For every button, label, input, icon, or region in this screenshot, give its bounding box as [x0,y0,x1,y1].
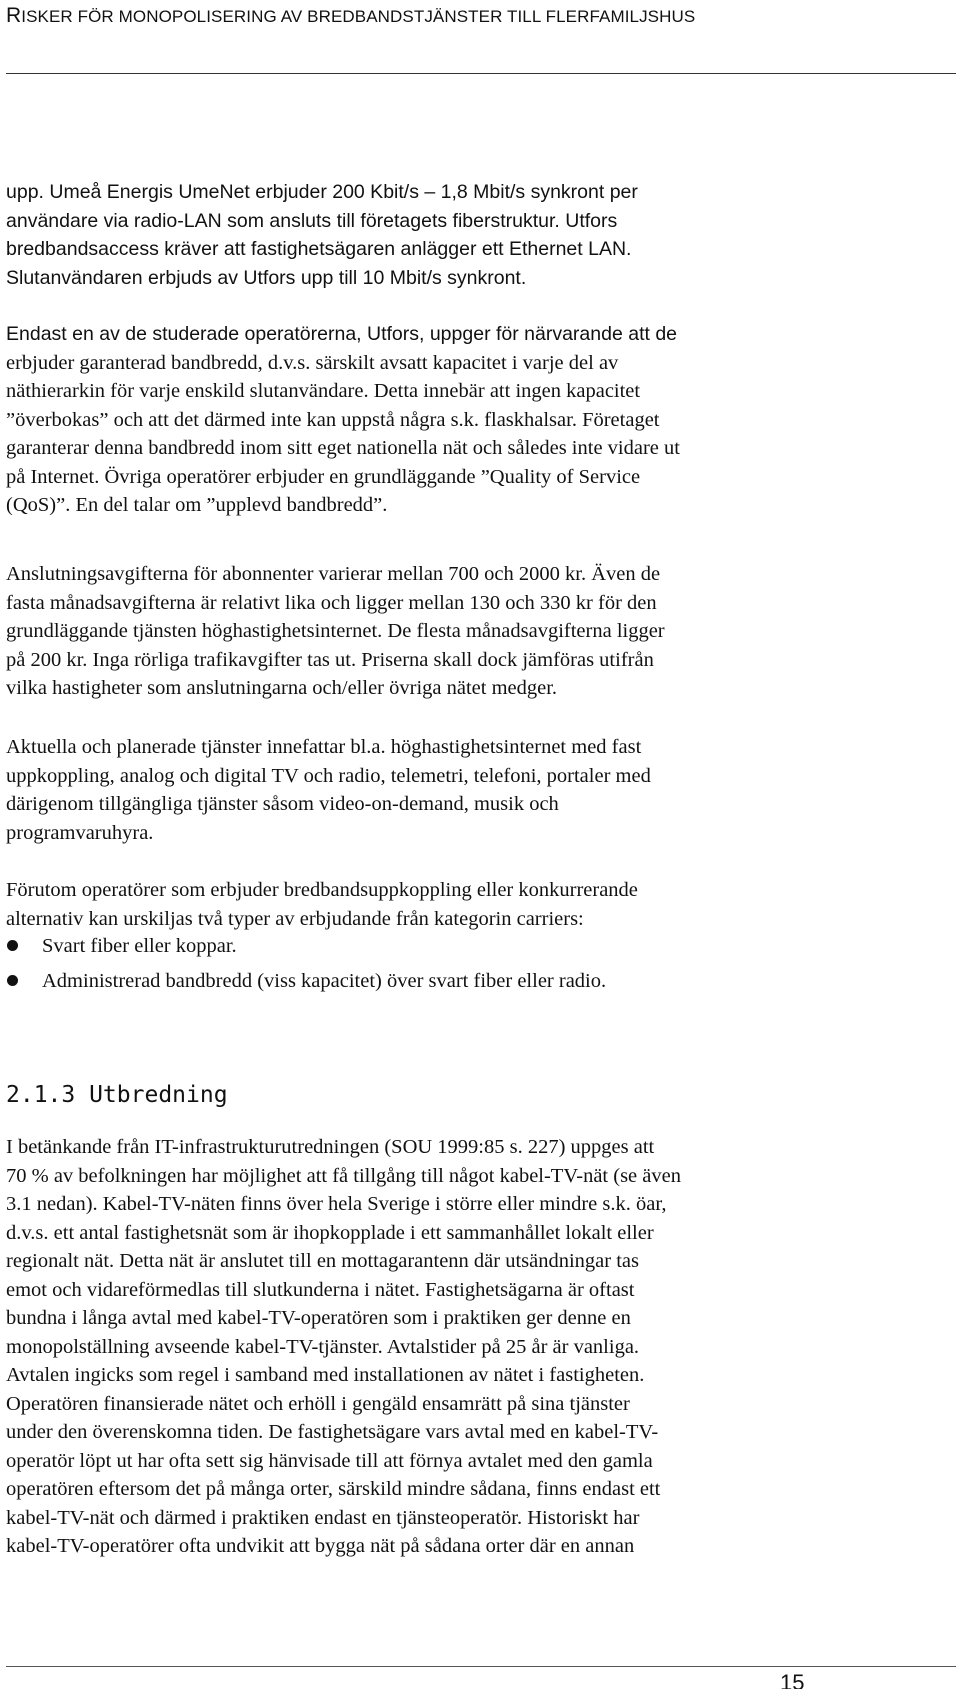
paragraph-line: 3.1 nedan). Kabel-TV-näten finns över hela Sverige i större eller mindre s.k. öar, [6,1193,667,1215]
list-item [6,932,956,967]
list-item-text: Svart fiber eller koppar. [42,935,237,957]
list-item-text: Administrerad bandbredd (viss kapacitet) över svart fiber eller radio. [42,970,607,992]
paragraph-umenet-utfors [6,178,956,292]
paragraph-line: därigenom tillgängliga tjänster såsom video-on-demand, musik och [6,793,559,815]
paragraph-line: under den överenskomna tiden. De fastighetsägare vars avtal med en kabel-TV- [6,1421,659,1443]
paragraph-line: kabel-TV-nät och därmed i praktiken endast en tjänsteoperatör. Historiskt har [6,1506,640,1529]
paragraph-carriers [6,876,956,933]
list-item [6,967,956,1002]
paragraph-line: uppkoppling, analog och digital TV och radio, telemetri, telefoni, portaler med [6,764,651,787]
page-number: 15 [780,1670,805,1689]
paragraph-line: vilka hastigheter som anslutningarna och/eller övriga nätet medger. [6,677,558,699]
paragraph-line: Avtalen ingicks som regel i samband med installationen av nätet i fastigheten. [6,1364,645,1386]
paragraph-line: användare via radio-LAN som ansluts till företagets fiberstruktur. Utfors [6,209,618,232]
paragraph-line: ”överbokas” och att det därmed inte kan uppstå några s.k. flaskhalsar. Företaget [6,408,660,431]
paragraph-line: upp. Umeå Energis UmeNet erbjuder 200 Kbit/s – 1,8 Mbit/s synkront per [6,181,638,203]
section-heading: 2.1.3 Utbredning [6,1082,228,1108]
paragraph-services [6,733,956,847]
paragraph-line: alternativ kan urskiljas två typer av erbjudande från kategorin carriers: [6,907,584,930]
paragraph-line: fasta månadsavgifterna är relativt lika och ligger mellan 130 och 330 kr för den [6,591,657,614]
paragraph-line: Operatören finansierade nätet och erhöll i gengäld ensamrätt på sina tjänster [6,1392,630,1415]
paragraph-line: regionalt nät. Detta nät är anslutet till en mottagarantenn där utsändningar tas [6,1250,640,1272]
paragraph-line: 70 % av befolkningen har möjlighet att få tillgång till något kabel-TV-nät (se även [6,1164,681,1187]
paragraph-line: Slutanvändaren erbjuds av Utfors upp till 10 Mbit/s synkront. [6,266,527,289]
paragraph-line: näthierarkin för varje enskild slutanvändare. Detta innebär att ingen kapacitet [6,380,641,402]
running-header [6,4,695,28]
bullet-icon [7,940,18,951]
footer-divider [6,1666,956,1667]
paragraph-line: I betänkande från IT-infrastrukturutredningen (SOU 1999:85 s. 227) uppges att [6,1136,655,1158]
paragraph-line: bredbandsaccess kräver att fastighetsägaren anlägger ett Ethernet LAN. [6,238,632,260]
running-header-initial: R [6,4,22,27]
paragraph-line: garanterar denna bandbredd inom sitt eget nationella nät och således inte vidare ut [6,437,680,459]
paragraph-line: monopolställning avseende kabel-TV-tjänster. Avtalstider på 25 år är vanliga. [6,1335,640,1358]
carrier-offer-list [6,932,956,1002]
paragraph-line: erbjuder garanterad bandbredd, d.v.s. särskilt avsatt kapacitet i varje del av [6,351,619,374]
paragraph-line: emot och vidareförmedlas till slutkunderna i nätet. Fastighetsägarna är oftast [6,1278,635,1301]
header-divider [6,73,956,74]
bullet-icon [7,975,18,986]
paragraph-line: Förutom operatörer som erbjuder bredbandsuppkoppling eller konkurrerande [6,879,638,901]
paragraph-line: grundläggande tjänsten höghastighetsinternet. De flesta månadsavgifterna ligger [6,620,665,642]
paragraph-line: på 200 kr. Inga rörliga trafikavgifter tas ut. Priserna skall dock jämföras utifrån [6,648,654,671]
paragraph-cable-tv [6,1133,956,1561]
paragraph-guaranteed-bandwidth [6,320,956,520]
paragraph-fees [6,560,956,703]
paragraph-line: (QoS)”. En del talar om ”upplevd bandbredd”. [6,494,388,516]
paragraph-line: kabel-TV-operatörer ofta undvikit att bygga nät på sådana orter där en annan [6,1535,635,1557]
paragraph-line: d.v.s. ett antal fastighetsnät som är ihopkopplade i ett sammanhållet lokalt eller [6,1221,654,1244]
paragraph-line: operatören eftersom det på många orter, särskild mindre sådana, finns endast ett [6,1478,661,1500]
paragraph-line: på Internet. Övriga operatörer erbjuder en grundläggande ”Quality of Service [6,465,641,488]
paragraph-line: programvaruhyra. [6,821,154,844]
paragraph-line: bundna i långa avtal med kabel-TV-operatören som i praktiken ger denne en [6,1307,631,1329]
paragraph-line: Anslutningsavgifterna för abonnenter varierar mellan 700 och 2000 kr. Även de [6,563,661,585]
paragraph-line: Aktuella och planerade tjänster innefattar bl.a. höghastighetsinternet med fast [6,736,642,758]
paragraph-line: Endast en av de studerade operatörerna, Utfors, uppger för närvarande att de [6,323,678,345]
running-header-text: ISKER FÖR MONOPOLISERING AV BREDBANDSTJÄNSTER TILL FLERFAMILJSHUS [21,7,696,26]
paragraph-line: operatör löpt ut har ofta sett sig hänvisade till att förnya avtalet med den gamla [6,1449,653,1472]
